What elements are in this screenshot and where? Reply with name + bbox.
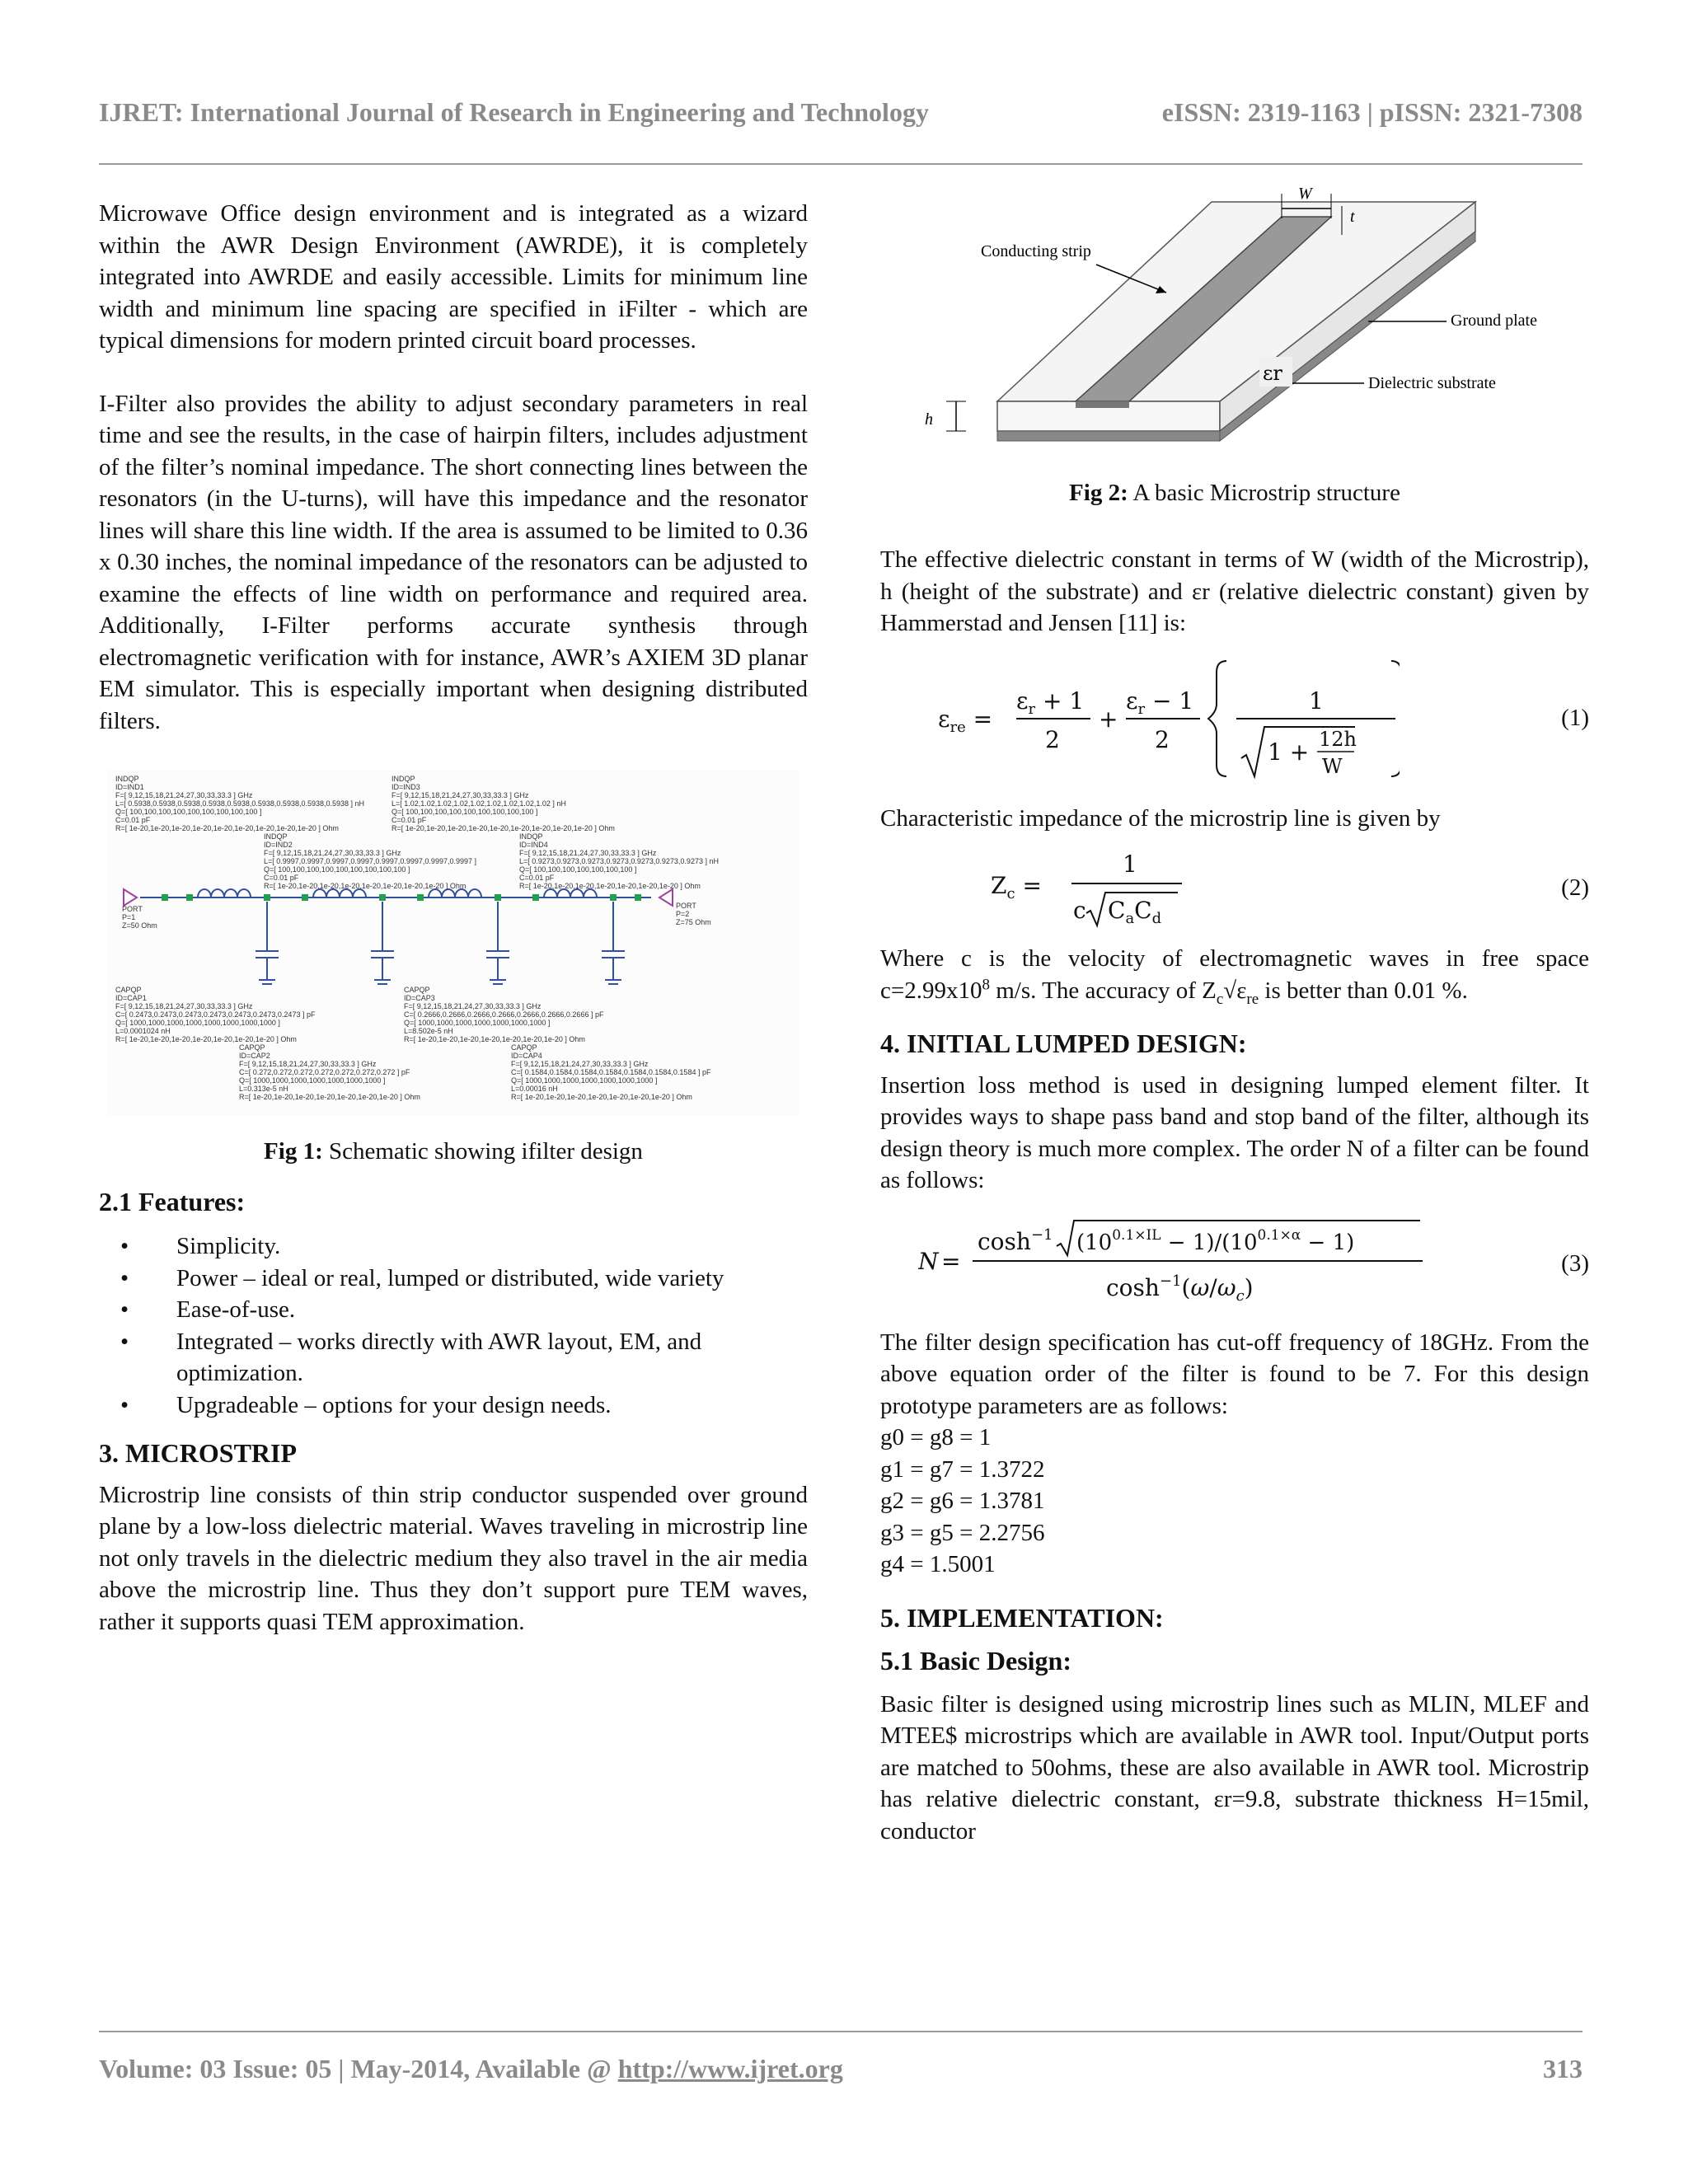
- figure-2-caption: Fig 2: A basic Microstrip structure: [1069, 480, 1400, 506]
- svg-text:(100.1×IL − 1)/(100.1×α − 1): $(10^{0.1\times IL} - 1)/(10^{0.1\times\alpha} - 1)$: [1076, 1226, 1355, 1255]
- svg-text:cosh−1: $\cosh^{-1}$: [978, 1226, 1053, 1255]
- w-label: W: [1298, 185, 1312, 203]
- svg-text:+: +: [1099, 705, 1118, 733]
- equation-3-render: [918, 1216, 1429, 1309]
- journal-title: IJRET: International Journal of Research in Engineering and Technology: [99, 97, 929, 127]
- paragraph: Characteristic impedance of the microstrip line is given by: [880, 804, 1441, 832]
- svg-text:PORTP=2Z=75 Ohm: PORT P=2 Z=75 Ohm: [676, 902, 711, 926]
- svg-text:1: 1: [1309, 687, 1324, 715]
- list-item: • Integrated – works directly with AWR layout, EM, and optimization.: [99, 1326, 808, 1390]
- footer: [99, 2054, 1582, 2084]
- svg-text:1 +: 1 +: [1268, 738, 1310, 766]
- conducting-strip-label: Conducting strip: [981, 242, 1091, 260]
- paragraph: Where c is the velocity of electromagnetic waves in free space $c=2.99x10^8$ m/s. The accuracy of $Z_c√\varepsilon_{re}$ is better than 0.01 %.: [880, 945, 1589, 1008]
- svg-text:2: 2: [1045, 725, 1060, 753]
- left-column: [99, 198, 808, 1638]
- svg-text:W: W: [1322, 754, 1343, 778]
- svg-text:cosh−1(ω/ωc): $\cosh^{-1}(\omega/\omega_c)$: [1106, 1272, 1254, 1305]
- h-label: h: [925, 410, 933, 429]
- section-heading: 4. INITIAL LUMPED DESIGN:: [880, 1029, 1247, 1058]
- svg-text:CAPQPID=CAP4F=[ 9,12,15,18,21,: CAPQP ID=CAP4 F=[ 9,12,15,18,21,24,27,30,33,33.3 ] GHz C=[ 0.1584,0.1584,0.1584,0.1584,0.1584,0.1584,0.1584 ] pF Q=[ 1000,1000,1000,1000,1000,1000,1000 ] L=0.00016 nH R=[ 1e-20,1e-20,1e-20,1e-20,1e-20,1e-20,1e-20 ] Ohm: [511, 1043, 711, 1101]
- paragraph: Basic filter is designed using microstrip lines such as MLIN, MLEF and MTEE$ microstrips which are available in AWR tool. Input/Output ports are matched to 50ohms, these are also available in AWR tool. Microstrip has relative dielectric constant, εr=9.8, substrate thickness H=15mil, conductor: [880, 1690, 1589, 1844]
- equation-2: [880, 842, 1589, 933]
- svg-text:INDQPID=IND1F=[ 9,12,15,18,21,: INDQP ID=IND1 F=[ 9,12,15,18,21,24,27,30,33,33.3 ] GHz L=[ 0.5938,0.5938,0.5938,0.5938,0.5938,0.5938,0.5938,0.5938,0.5938 ] nH Q=[ 100,100,100,100,100,100,100,100,100 ] C=0.01 pF R=[ 1e-20,1e-20,1e-20,1e-20,1e-20,1e-20,1e-20,1e-20,1e-20 ] Ohm: [115, 775, 365, 832]
- equation-1: [880, 653, 1589, 785]
- g-value: g4 = 1.5001: [880, 1551, 996, 1577]
- equation-2-render: [991, 842, 1238, 933]
- paragraph: Insertion loss method is used in designing lumped element filter. It provides ways to shape pass band and stop band of the filter, although its design theory is much more complex. The order N of a filter can be found as follows:: [880, 1071, 1589, 1193]
- features-list: [99, 1230, 808, 1421]
- equation-1-render: [938, 653, 1400, 785]
- list-item: • Ease-of-use.: [99, 1294, 808, 1326]
- equation-number: (2): [1561, 874, 1589, 901]
- svg-text:PORTP=1Z=50 Ohm: PORT P=1 Z=50 Ohm: [122, 905, 157, 930]
- svg-text:12h: 12h: [1319, 727, 1357, 751]
- microstrip-diagram: [907, 185, 1582, 457]
- ground-plate-label: Ground plate: [1451, 312, 1537, 330]
- svg-text:Zc =: $Z_c$ =: [991, 872, 1042, 902]
- journal-link[interactable]: http://www.ijret.org: [617, 2054, 843, 2083]
- svg-text:N: N: [918, 1247, 939, 1275]
- volume-info: Volume: 03 Issue: 05 | May-2014, Available @: [99, 2054, 618, 2083]
- g-value: g1 = g7 = 1.3722: [880, 1455, 1045, 1483]
- paragraph: Microstrip line consists of thin strip conductor suspended over ground plane by a low-loss dielectric material. Waves traveling in microstrip line not only travels in the dielectric medium they also travel in the air media above the microstrip line. Thus they don’t support pure TEM waves, rather it supports quasi TEM approximation.: [99, 1481, 808, 1635]
- svg-text:CAPQPID=CAP1F=[ 9,12,15,18,21,: CAPQP ID=CAP1 F=[ 9,12,15,18,21,24,27,30,33,33.3 ] GHz C=[ 0.2473,0.2473,0.2473,0.2473,0.2473,0.2473,0.2473 ] pF Q=[ 1000,1000,1000,1000,1000,1000,1000,1000 ] L=0.0001024 nH R=[ 1e-20,1e-20,1e-20,1e-20,1e-20,1e-20,1e-20 ] Ohm: [115, 986, 316, 1043]
- issn: eISSN: 2319-1163 | pISSN: 2321-7308: [1161, 97, 1582, 127]
- svg-text:=: =: [941, 1247, 961, 1275]
- t-label: t: [1350, 208, 1355, 226]
- equation-number: (3): [1561, 1249, 1589, 1277]
- svg-text:INDQPID=IND2F=[ 9,12,15,18,21,: INDQP ID=IND2 F=[ 9,12,15,18,21,24,27,30,33,33.3 ] GHz L=[ 0.9997,0.9997,0.9997,0.9997,0.9997,0.9997,0.9997,0.9997 ] Q=[ 100,100,100,100,100,100,100,100,100 ] C=0.01 pF R=[ 1e-20,1e-20,1e-20,1e-20,1e-20,1e-20,1e-20,1e-20 ] Ohm: [264, 832, 476, 890]
- section-heading: 3. MICROSTRIP: [99, 1438, 298, 1468]
- page-number: 313: [1543, 2054, 1582, 2083]
- svg-text:εr − 1: $\varepsilon_r - 1$: [1126, 687, 1194, 718]
- paragraph: The effective dielectric constant in terms of W (width of the Microstrip), h (height of the substrate) and εr (relative dielectric constant) given by Hammerstad and Jensen [11] is:: [880, 546, 1589, 636]
- paragraph: Microwave Office design environment and is integrated as a wizard within the AWR Design Environment (AWRDE), it is completely integrated into AWRDE and easily accessible. Limits for minimum line width and minimum line spacing are specified in iFilter - which are typical dimensions for modern printed circuit board processes.: [99, 200, 808, 354]
- section-heading: 5. IMPLEMENTATION:: [880, 1602, 1164, 1633]
- equation-3: [880, 1216, 1589, 1309]
- svg-text:CaCd: $C_aC_d$: [1108, 897, 1162, 927]
- svg-text:εre =: $\varepsilon_{re}$ =: [938, 705, 993, 736]
- dielectric-substrate-label: Dielectric substrate: [1368, 374, 1496, 392]
- figure-1: [99, 770, 791, 1116]
- paragraph: I-Filter also provides the ability to adjust secondary parameters in real time and see the results, in the case of hairpin filters, includes adjustment of the filter’s nominal impedance. The short connecting lines between the resonators (in the U-turns), will have this impedance and the resonator lines will share this line width. If the area is assumed to be limited to 0.36 x 0.30 inches, the nominal impedance of the resonators can be adjusted to examine the effects of line width on performance and required area. Additionally, I-Filter performs accurate synthesis through electromagnetic verification with for instance, AWR’s AXIEM 3D planar EM simulator. This is especially important when designing distributed filters.: [99, 390, 808, 734]
- g-value: g2 = g6 = 1.3781: [880, 1488, 1045, 1514]
- svg-text:INDQPID=IND3F=[ 9,12,15,18,21,: INDQP ID=IND3 F=[ 9,12,15,18,21,24,27,30,33,33.3 ] GHz L=[ 1.02,1.02,1.02,1.02,1.02,1.02,1.02,1.02,1.02 ] nH Q=[ 100,100,100,100,100,100,100,100,100 ] C=0.01 pF R=[ 1e-20,1e-20,1e-20,1e-20,1e-20,1e-20,1e-20,1e-20,1e-20 ] Ohm: [392, 775, 615, 832]
- svg-text:INDQPID=IND4F=[ 9,12,15,18,21,: INDQP ID=IND4 F=[ 9,12,15,18,21,24,27,30,33,33.3 ] GHz L=[ 0.9273,0.9273,0.9273,0.9273,0.9273,0.9273,0.9273 ] nH Q=[ 100,100,100,100,100,100,100 ] C=0.01 pF R=[ 1e-20,1e-20,1e-20,1e-20,1e-20,1e-20,1e-20 ] Ohm: [519, 832, 719, 890]
- subsection-heading: 5.1 Basic Design:: [880, 1646, 1071, 1675]
- svg-text:c: c: [1073, 897, 1086, 924]
- right-column: [880, 544, 1589, 1847]
- header-rule: [99, 163, 1582, 165]
- equation-number: (1): [1561, 704, 1589, 731]
- prototype-parameters: [880, 1422, 1589, 1581]
- svg-text:2: 2: [1155, 725, 1170, 753]
- g-value: g0 = g8 = 1: [880, 1424, 992, 1451]
- list-item: • Power – ideal or real, lumped or distributed, wide variety: [99, 1263, 808, 1295]
- list-item: • Upgradeable – options for your design needs.: [99, 1390, 808, 1422]
- er-symbol: εr: [1263, 362, 1282, 385]
- svg-text:CAPQPID=CAP3F=[ 9,12,15,18,21,: CAPQP ID=CAP3 F=[ 9,12,15,18,21,24,27,30,33,33.3 ] GHz C=[ 0.2666,0.2666,0.2666,0.2666,0.2666,0.2666,0.2666 ] pF Q=[ 1000,1000,1000,1000,1000,1000,1000 ] L=8.502e-5 nH R=[ 1e-20,1e-20,1e-20,1e-20,1e-20,1e-20,1e-20 ] Ohm: [404, 986, 604, 1043]
- figure-2: [907, 185, 1582, 457]
- svg-text:1: 1: [1123, 851, 1137, 878]
- schematic-diagram: [107, 770, 799, 1116]
- features-heading: 2.1 Features:: [99, 1186, 246, 1216]
- figure-1-caption: Fig 1: Schematic showing ifilter design: [264, 1138, 643, 1165]
- paragraph: The filter design specification has cut-off frequency of 18GHz. From the above equation order of the filter is found to be 7. For this design prototype parameters are as follows:: [880, 1329, 1589, 1419]
- list-item: • Simplicity.: [99, 1230, 808, 1263]
- svg-text:εr + 1: $\varepsilon_r + 1$: [1016, 687, 1085, 718]
- svg-text:CAPQPID=CAP2F=[ 9,12,15,18,21,: CAPQP ID=CAP2 F=[ 9,12,15,18,21,24,27,30,33,33.3 ] GHz C=[ 0.272,0.272,0.272,0.272,0.272,0.272,0.272 ] pF Q=[ 1000,1000,1000,1000,1000,1000,1000 ] L=0.313e-5 nH R=[ 1e-20,1e-20,1e-20,1e-20,1e-20,1e-20,1e-20 ] Ohm: [239, 1043, 420, 1101]
- footer-rule: [99, 2031, 1582, 2032]
- g-value: g3 = g5 = 2.2756: [880, 1519, 1045, 1546]
